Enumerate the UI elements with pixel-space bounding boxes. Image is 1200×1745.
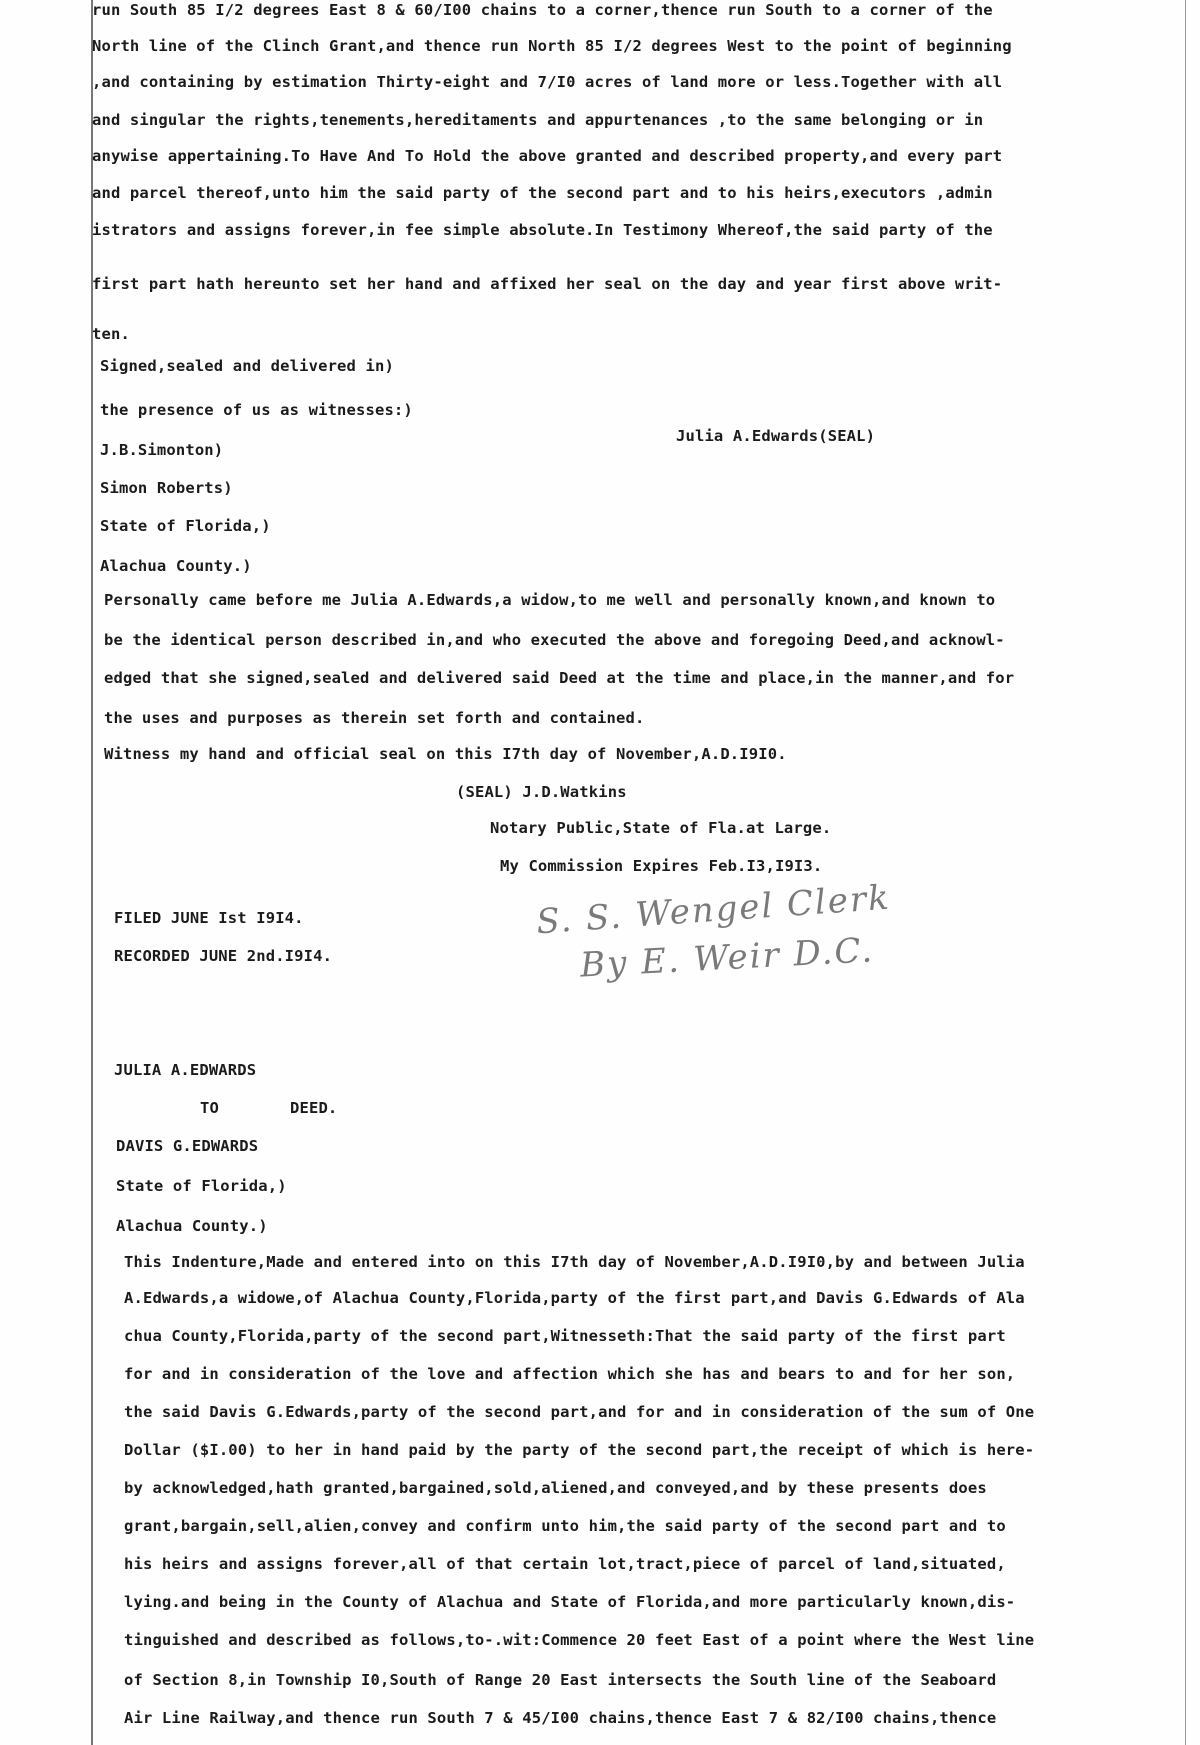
deed1-body-line: istrators and assigns forever,in fee simple absolute.In Testimony Whereof,the said party of the [92, 221, 993, 239]
grantor-signature: Julia A.Edwards(SEAL) [676, 427, 876, 445]
deed2-body-line: the said Davis G.Edwards,party of the second part,and for and in consideration of the sum of One [124, 1403, 1035, 1421]
witness-name: Simon Roberts) [100, 479, 233, 497]
venue-state: State of Florida,) [100, 517, 271, 535]
deed1-body-line: and parcel thereof,unto him the said party of the second part and to his heirs,executors ,admin [92, 184, 993, 202]
deed2-grantor: JULIA A.EDWARDS [114, 1061, 257, 1079]
acknowledgment-line: the uses and purposes as therein set forth and contained. [104, 709, 645, 727]
deed2-body-line: tinguished and described as follows,to-.wit:Commence 20 feet East of a point where the West line [124, 1631, 1035, 1649]
deed2-venue-state: State of Florida,) [116, 1177, 287, 1195]
deed1-body-line: anywise appertaining.To Have And To Hold the above granted and described property,and every part [92, 147, 1003, 165]
deed2-body-line: Dollar ($I.00) to her in hand paid by the party of the second part,the receipt of which is here- [124, 1441, 1035, 1459]
deed1-body-line: ten. [92, 325, 130, 343]
filed-date: FILED JUNE Ist I9I4. [114, 909, 304, 927]
deed2-grantee: DAVIS G.EDWARDS [116, 1137, 259, 1155]
deed1-body-line: first part hath hereunto set her hand and affixed her seal on the day and year first above writ- [92, 275, 1003, 293]
deed2-body-line: chua County,Florida,party of the second part,Witnesseth:That the said party of the first part [124, 1327, 1006, 1345]
witness-hand-line: Witness my hand and official seal on this I7th day of November,A.D.I9I0. [104, 745, 787, 763]
page-edge [1185, 0, 1186, 1745]
recorded-date: RECORDED JUNE 2nd.I9I4. [114, 947, 333, 965]
left-margin-rule [91, 0, 93, 1745]
deed1-body-line: run South 85 I/2 degrees East 8 & 60/I00 chains to a corner,thence run South to a corner of the [92, 1, 993, 19]
deputy-clerk-signature: By E. Weir D.C. [579, 930, 875, 986]
witness-clause-line: Signed,sealed and delivered in) [100, 357, 394, 375]
acknowledgment-line: edged that she signed,sealed and delivered said Deed at the time and place,in the manner,and for [104, 669, 1015, 687]
venue-county: Alachua County.) [100, 557, 252, 575]
deed2-body-line: grant,bargain,sell,alien,convey and confirm unto him,the said party of the second part and to [124, 1517, 1006, 1535]
deed1-body-line: ,and containing by estimation Thirty-eight and 7/I0 acres of land more or less.Together with all [92, 73, 1003, 91]
clerk-signature: S. S. Wengel Clerk [535, 877, 892, 943]
witness-clause-line: the presence of us as witnesses:) [100, 401, 413, 419]
deed1-body-line: North line of the Clinch Grant,and thence run North 85 I/2 degrees West to the point of beginning [92, 37, 1012, 55]
deed2-body-line: Air Line Railway,and thence run South 7 & 45/I00 chains,thence East 7 & 82/I00 chains,thence [124, 1709, 997, 1727]
deed2-body-line: for and in consideration of the love and affection which she has and bears to and for her son, [124, 1365, 1016, 1383]
notary-commission: My Commission Expires Feb.I3,I9I3. [500, 857, 823, 875]
witness-name: J.B.Simonton) [100, 441, 224, 459]
deed2-body-line: This Indenture,Made and entered into on this I7th day of November,A.D.I9I0,by and between Julia [124, 1253, 1025, 1271]
deed1-body-line: and singular the rights,tenements,hereditaments and appurtenances ,to the same belonging or in [92, 111, 984, 129]
deed2-body-line: of Section 8,in Township I0,South of Range 20 East intersects the South line of the Seaboard [124, 1671, 997, 1689]
deed2-body-line: his heirs and assigns forever,all of that certain lot,tract,piece of parcel of land,situated, [124, 1555, 1006, 1573]
deed2-body-line: A.Edwards,a widowe,of Alachua County,Florida,party of the first part,and Davis G.Edwards of Ala [124, 1289, 1025, 1307]
notary-title: Notary Public,State of Fla.at Large. [490, 819, 832, 837]
acknowledgment-line: be the identical person described in,and who executed the above and foregoing Deed,and acknowl- [104, 631, 1005, 649]
notary-name: (SEAL) J.D.Watkins [456, 783, 627, 801]
deed2-venue-county: Alachua County.) [116, 1217, 268, 1235]
deed2-body-line: lying.and being in the County of Alachua and State of Florida,and more particularly known,dis- [124, 1593, 1016, 1611]
deed2-doc-type: DEED. [290, 1099, 338, 1117]
deed2-to: TO [200, 1099, 219, 1117]
acknowledgment-line: Personally came before me Julia A.Edwards,a widow,to me well and personally known,and known to [104, 591, 996, 609]
deed2-body-line: by acknowledged,hath granted,bargained,sold,aliened,and conveyed,and by these presents does [124, 1479, 987, 1497]
